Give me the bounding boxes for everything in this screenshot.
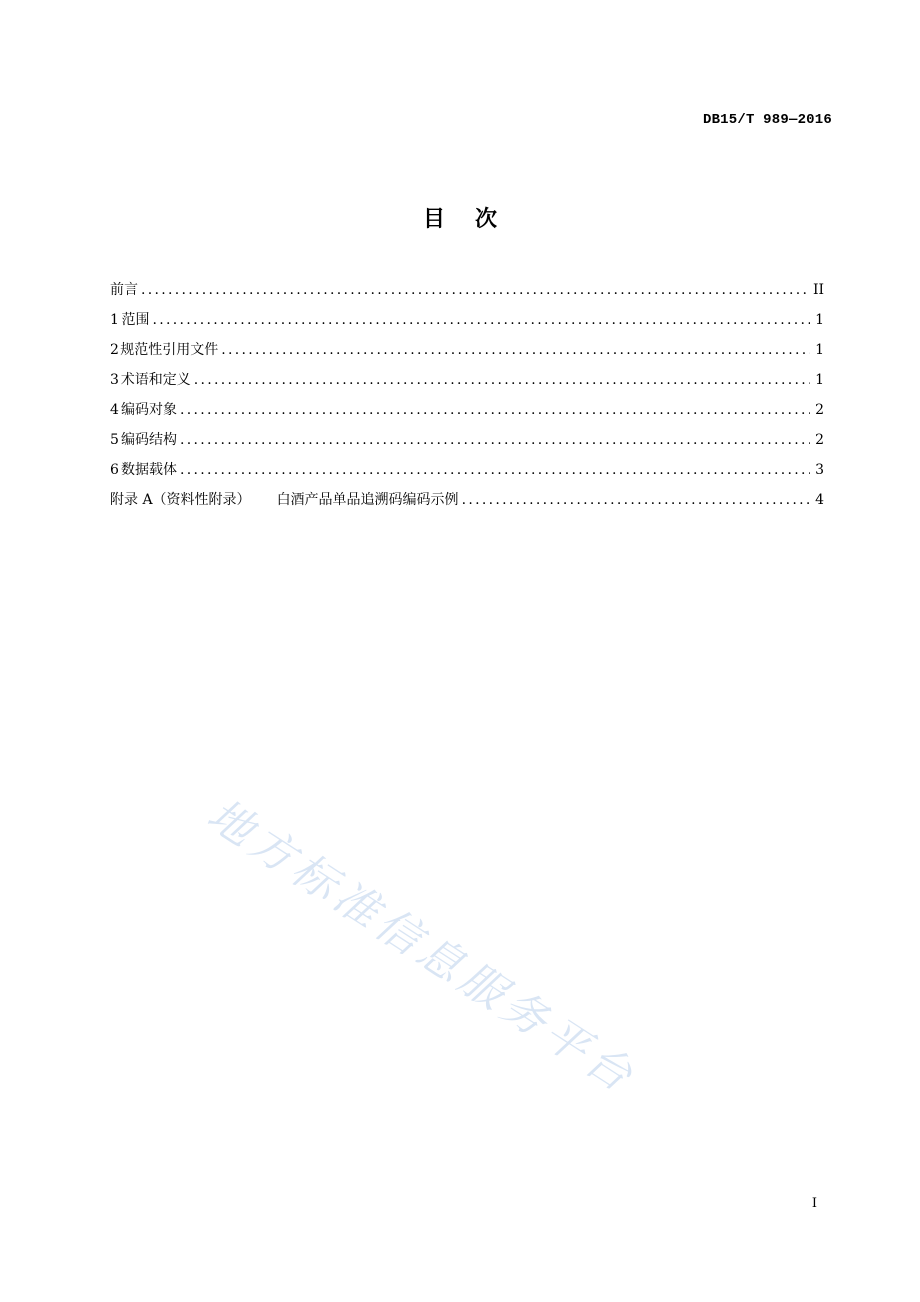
toc-entry-text: 编码结构 [121, 432, 177, 448]
toc-entry-text: 规范性引用文件 [120, 342, 219, 358]
toc-entry-text: 数据载体 [121, 462, 177, 478]
toc-entry-data-carrier[interactable] [110, 459, 824, 489]
toc-entry-page: II [812, 282, 824, 298]
toc-entry-normative-references[interactable] [110, 339, 824, 369]
toc-entry-page: 3 [815, 462, 824, 478]
toc-entry-number: 4 [110, 402, 119, 418]
toc-title [0, 202, 920, 233]
toc-entry-preface[interactable] [110, 279, 824, 309]
toc-entry-text: 范围 [121, 312, 150, 328]
toc-leader-dots [152, 309, 810, 331]
toc-entry-text: 编码对象 [121, 402, 177, 418]
toc-leader-dots [194, 369, 810, 391]
toc-entry-number: 5 [110, 432, 119, 448]
toc-leader-dots [180, 429, 810, 451]
toc-entry-number: 1 [110, 312, 119, 328]
toc-entry-coding-structure[interactable] [110, 429, 824, 459]
toc-entry-appendix-a[interactable] [110, 489, 824, 519]
toc-leader-dots [462, 489, 810, 511]
toc-entry-page: 2 [815, 402, 824, 418]
toc-entry-text [110, 489, 459, 511]
toc-entry-page: 1 [815, 342, 824, 358]
toc-entry-page: 4 [815, 492, 824, 508]
toc-title-left: 目 [422, 207, 445, 232]
toc-leader-dots [180, 399, 810, 421]
toc-entry-page: 1 [815, 312, 824, 328]
page-number: I [811, 1196, 817, 1211]
toc-leader-dots [221, 339, 810, 361]
toc-entry-coding-object[interactable] [110, 399, 824, 429]
toc-entry-text: 术语和定义 [120, 372, 191, 388]
toc-leader-dots [141, 279, 809, 301]
toc-entry-page: 2 [815, 432, 824, 448]
toc-entry-page: 1 [815, 372, 824, 388]
toc-entry-number: 2 [110, 342, 119, 358]
toc-entry-scope[interactable] [110, 309, 824, 339]
appendix-label: 附录 A（资料性附录） [110, 492, 251, 508]
appendix-title: 白酒产品单品追溯码编码示例 [276, 492, 459, 508]
document-code: DB15/T 989—2016 [702, 112, 832, 128]
watermark: 地方标准信息服务平台 [198, 789, 646, 1105]
toc-list [110, 279, 824, 519]
toc-leader-dots [180, 459, 810, 481]
toc-entry-number: 6 [110, 462, 119, 478]
toc-entry-terms-definitions[interactable] [110, 369, 824, 399]
toc-entry-number: 3 [110, 372, 119, 388]
toc-title-right: 次 [475, 207, 498, 232]
toc-entry-text: 前言 [110, 282, 138, 298]
